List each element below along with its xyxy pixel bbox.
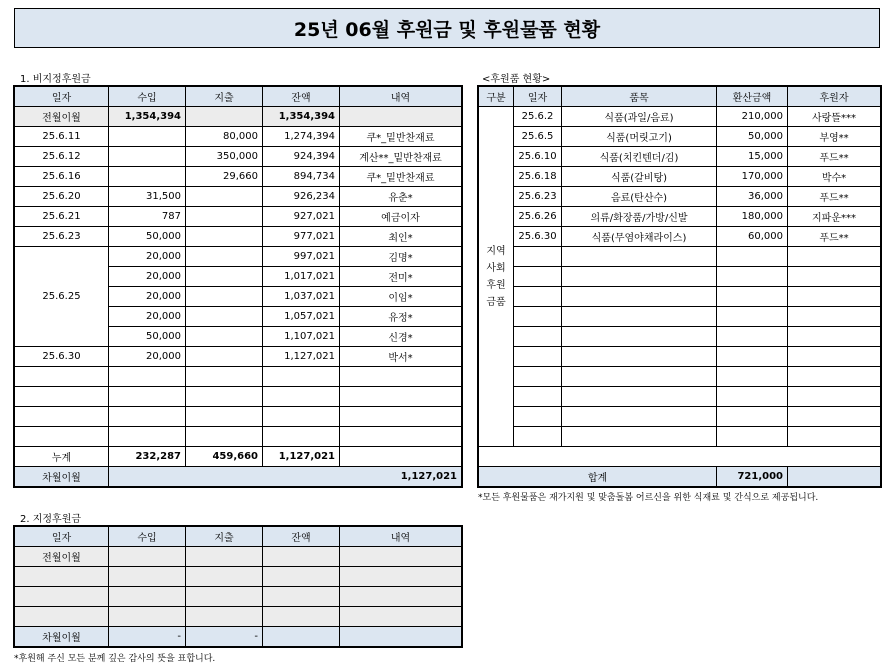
row-income: 20,000 [109, 347, 186, 367]
row-income: 20,000 [109, 287, 186, 307]
goods-label: <후원품 현황> [482, 74, 551, 85]
empty-row [15, 387, 462, 407]
row-amount: 50,000 [717, 127, 788, 147]
row-donor: 푸드** [788, 187, 881, 207]
empty-row [479, 267, 881, 287]
row-date: 25.6.23 [514, 187, 562, 207]
row-donor: 부영** [788, 127, 881, 147]
category-line: 지역 [486, 245, 506, 257]
carry-out-amount: 1,127,021 [109, 467, 462, 487]
row-income: 50,000 [109, 327, 186, 347]
header-category: 구분 [479, 87, 514, 107]
table-row [15, 347, 462, 367]
row-balance: 1,037,021 [263, 287, 340, 307]
row-balance: 894,734 [263, 167, 340, 187]
thanks-note: *후원해 주신 모든 분께 깊은 감사의 뜻을 표합니다. [14, 654, 216, 664]
row-income [109, 127, 186, 147]
carry-out-label: 차월이월 [15, 627, 109, 647]
row-donor: 푸드** [788, 227, 881, 247]
row-amount: 36,000 [717, 187, 788, 207]
donated-goods-table [478, 86, 881, 487]
row-balance: 927,021 [263, 207, 340, 227]
row-donor: 박수* [788, 167, 881, 187]
empty-row [15, 407, 462, 427]
total-balance: 1,127,021 [263, 447, 340, 467]
total-income: 232,287 [109, 447, 186, 467]
table-row [15, 247, 462, 267]
carry-out-row [15, 627, 462, 647]
row-income: 787 [109, 207, 186, 227]
empty-row [479, 347, 881, 367]
row-balance: 1,017,021 [263, 267, 340, 287]
row-date: 25.6.30 [15, 347, 109, 367]
row-income [109, 147, 186, 167]
carry-in-label: 전월이월 [15, 547, 109, 567]
row-balance: 1,057,021 [263, 307, 340, 327]
row-desc: 계산**_밑반찬재료 [340, 147, 462, 167]
header-donor: 후원자 [788, 87, 881, 107]
row-desc: 유정* [340, 307, 462, 327]
row-item: 식품(갈비탕) [562, 167, 717, 187]
empty-row [479, 327, 881, 347]
category-cell [479, 107, 514, 447]
header-balance: 잔액 [263, 87, 340, 107]
row-date: 25.6.11 [15, 127, 109, 147]
header-item: 품목 [562, 87, 717, 107]
table-header-row [15, 87, 462, 107]
row-donor: 푸드** [788, 147, 881, 167]
carry-out-expense: - [186, 627, 263, 647]
carry-out-income: - [109, 627, 186, 647]
row-expense [186, 247, 263, 267]
carry-in-income: 1,354,394 [109, 107, 186, 127]
row-desc: 박서* [340, 347, 462, 367]
row-balance: 926,234 [263, 187, 340, 207]
empty-row [15, 367, 462, 387]
row-expense [186, 187, 263, 207]
empty-row [479, 427, 881, 447]
row-desc: 신경* [340, 327, 462, 347]
table-row [479, 167, 881, 187]
designated-donation-table [14, 526, 462, 647]
empty-row [479, 287, 881, 307]
row-item: 식품(과일/음료) [562, 107, 717, 127]
row-income: 20,000 [109, 247, 186, 267]
header-amount: 환산금액 [717, 87, 788, 107]
empty-row [15, 567, 462, 587]
empty-row [479, 307, 881, 327]
row-desc: 쿠*_밑반찬재료 [340, 167, 462, 187]
row-balance: 924,394 [263, 147, 340, 167]
empty-row [15, 587, 462, 607]
empty-row [479, 247, 881, 267]
row-balance: 1,107,021 [263, 327, 340, 347]
row-expense: 80,000 [186, 127, 263, 147]
header-expense: 지출 [186, 87, 263, 107]
header-desc: 내역 [340, 527, 462, 547]
row-balance: 977,021 [263, 227, 340, 247]
row-amount: 210,000 [717, 107, 788, 127]
carry-out-label: 차월이월 [15, 467, 109, 487]
row-date: 25.6.21 [15, 207, 109, 227]
row-expense [186, 347, 263, 367]
carry-in-row [15, 547, 462, 567]
table-row [479, 147, 881, 167]
row-amount: 60,000 [717, 227, 788, 247]
section2-label: 2. 지정후원금 [20, 514, 82, 525]
table-header-row [479, 87, 881, 107]
row-date: 25.6.20 [15, 187, 109, 207]
row-desc: 이임* [340, 287, 462, 307]
row-desc: 예금이자 [340, 207, 462, 227]
total-label: 누계 [15, 447, 109, 467]
row-balance: 997,021 [263, 247, 340, 267]
carry-in-desc [340, 107, 462, 127]
row-balance: 1,127,021 [263, 347, 340, 367]
spacer-row [479, 447, 881, 467]
header-income: 수입 [109, 87, 186, 107]
row-date: 25.6.30 [514, 227, 562, 247]
empty-row [479, 407, 881, 427]
undesignated-donation-table [14, 86, 462, 487]
row-item: 식품(치킨텐더/김) [562, 147, 717, 167]
category-line: 금품 [486, 296, 506, 308]
row-desc: 쿠*_밑반찬재료 [340, 127, 462, 147]
table-row [479, 187, 881, 207]
row-date: 25.6.16 [15, 167, 109, 187]
table-header-row [15, 527, 462, 547]
header-date: 일자 [15, 527, 109, 547]
row-amount: 180,000 [717, 207, 788, 227]
total-expense: 459,660 [186, 447, 263, 467]
empty-row [15, 427, 462, 447]
row-expense [186, 267, 263, 287]
total-row [15, 447, 462, 467]
table-row [15, 187, 462, 207]
row-date: 25.6.26 [514, 207, 562, 227]
table-row [479, 127, 881, 147]
row-donor: 지파운*** [788, 207, 881, 227]
table-row [15, 127, 462, 147]
table-row [479, 107, 881, 127]
empty-row [15, 607, 462, 627]
row-expense [186, 207, 263, 227]
carry-in-expense [186, 107, 263, 127]
header-date: 일자 [514, 87, 562, 107]
row-date: 25.6.5 [514, 127, 562, 147]
row-income: 50,000 [109, 227, 186, 247]
carry-in-label: 전월이월 [15, 107, 109, 127]
row-date-merged: 25.6.25 [15, 247, 109, 347]
row-amount: 170,000 [717, 167, 788, 187]
goods-note: *모든 후원물품은 재가지원 및 맞춤돌봄 어르신을 위한 식재료 및 간식으로 제공됩니다. [478, 493, 819, 503]
empty-row [479, 367, 881, 387]
row-income: 31,500 [109, 187, 186, 207]
row-date: 25.6.10 [514, 147, 562, 167]
row-amount: 15,000 [717, 147, 788, 167]
table-row [479, 207, 881, 227]
carry-in-row [15, 107, 462, 127]
row-expense: 350,000 [186, 147, 263, 167]
row-balance: 1,274,394 [263, 127, 340, 147]
row-income: 20,000 [109, 307, 186, 327]
category-line: 후원 [486, 279, 506, 291]
total-label: 합계 [479, 467, 717, 487]
row-expense [186, 287, 263, 307]
table-row [15, 207, 462, 227]
row-date: 25.6.12 [15, 147, 109, 167]
row-item: 음료(탄산수) [562, 187, 717, 207]
row-item: 식품(무염야채라이스) [562, 227, 717, 247]
table-row [15, 227, 462, 247]
row-expense: 29,660 [186, 167, 263, 187]
row-expense [186, 327, 263, 347]
table-row [479, 227, 881, 247]
total-row [479, 467, 881, 487]
section1-label: 1. 비지정후원금 [20, 74, 91, 85]
page-title: 25년 06월 후원금 및 후원물품 현황 [14, 8, 880, 48]
header-expense: 지출 [186, 527, 263, 547]
row-income [109, 167, 186, 187]
row-desc: 유춘* [340, 187, 462, 207]
row-desc: 전미* [340, 267, 462, 287]
row-date: 25.6.2 [514, 107, 562, 127]
header-date: 일자 [15, 87, 109, 107]
row-expense [186, 227, 263, 247]
header-desc: 내역 [340, 87, 462, 107]
header-balance: 잔액 [263, 527, 340, 547]
row-item: 식품(머릿고기) [562, 127, 717, 147]
row-date: 25.6.18 [514, 167, 562, 187]
carry-out-row [15, 467, 462, 487]
carry-in-balance: 1,354,394 [263, 107, 340, 127]
empty-row [479, 387, 881, 407]
row-donor: 사랑뜰*** [788, 107, 881, 127]
category-line: 사회 [486, 262, 506, 274]
row-desc: 김명* [340, 247, 462, 267]
row-date: 25.6.23 [15, 227, 109, 247]
header-income: 수입 [109, 527, 186, 547]
table-row [15, 147, 462, 167]
row-item: 의류/화장품/가방/신발 [562, 207, 717, 227]
row-desc: 최인* [340, 227, 462, 247]
table-row [15, 167, 462, 187]
total-amount: 721,000 [717, 467, 788, 487]
row-income: 20,000 [109, 267, 186, 287]
row-expense [186, 307, 263, 327]
